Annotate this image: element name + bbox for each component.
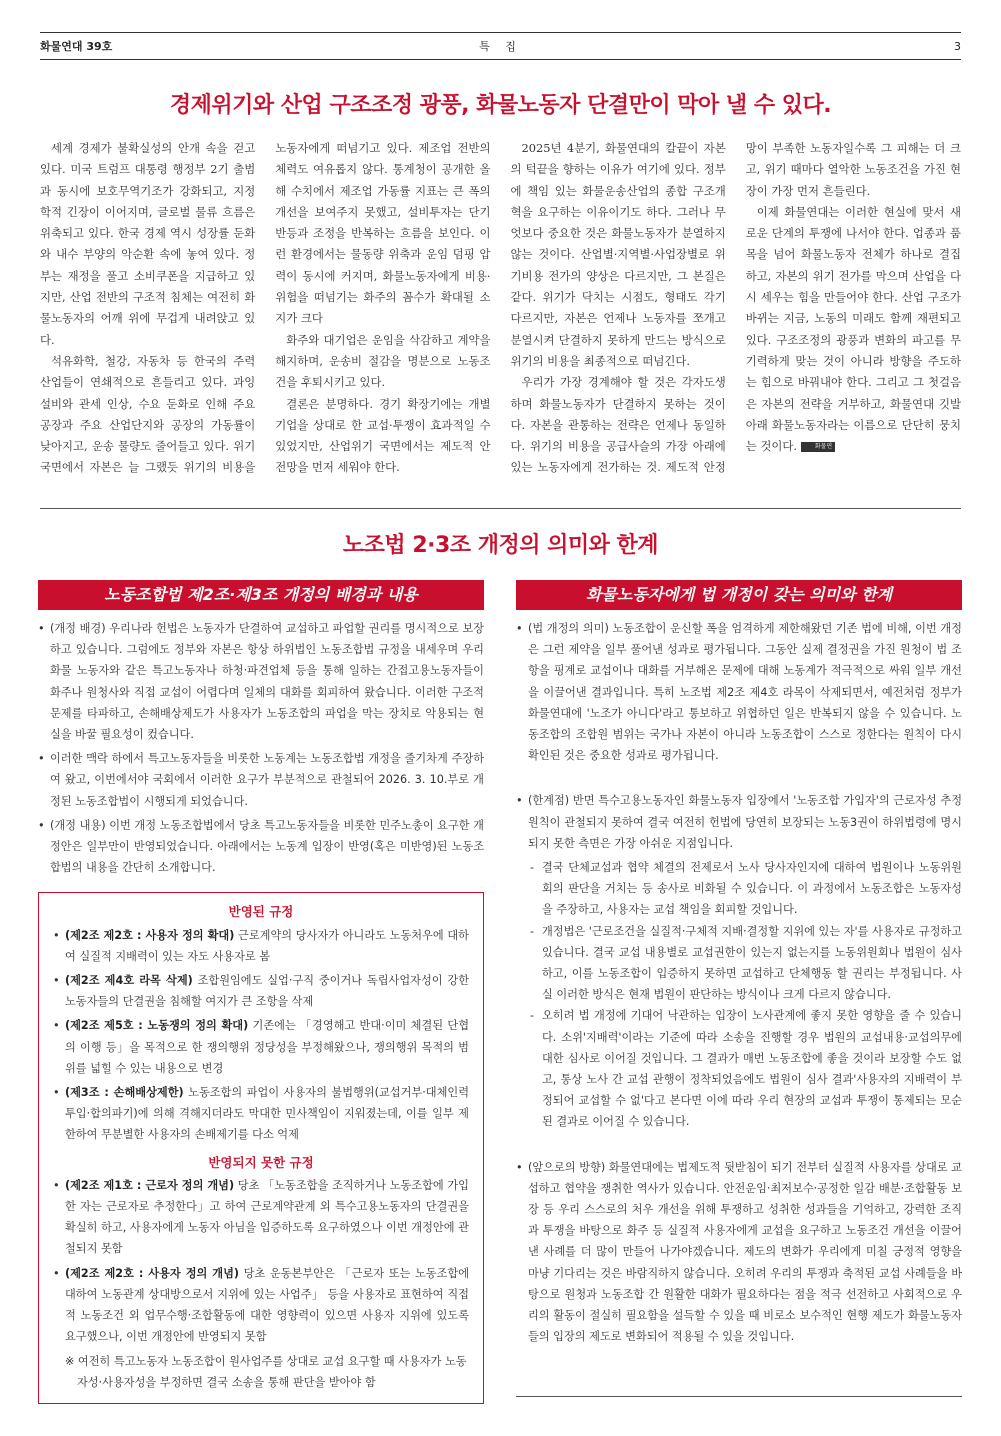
- reflected-title: 반영된 규정: [228, 904, 294, 920]
- section-label: 특 집: [479, 40, 522, 53]
- box-note: ※ 여전히 특고노동자 노동조합이 원사업주를 상대로 교섭 요구할 때 사용자가 노동자성·사용자성을 부정하면 결국 소송을 통해 판단을 받아야 함: [65, 1354, 467, 1389]
- limit-detail: - 오히려 법 개정에 기대어 낙관하는 입장이 노사관계에 좋지 못한 영향을 줄 수 있습니다. 소위'지배력'이라는 기준에 따라 소송을 진행할 경우 법원의 교섭내용·교섭의무에 대한 심사로 이어질 것입니다. 그 결과가 매번 노동조합에 좋을 것이라 보장할 수도 없고, 통상 노사 간 교섭 관행이 정착되었음에도 법원이 심사 결과'사용자의 지배력이 부정되어 교섭할 수 없'다고 본다면 이에 따라 우리 현장의 교섭과 투쟁이 통제되는 모순된 결과로 이어질 수 있습니다.: [516, 1005, 962, 1132]
- article1-paragraph: 우리가 가장 경계해야 할 것은 각자도생하며 화물노동자가 단결하지 못하는 것이다. 자본을 관통하는 전략은 언제나 동일하다. 위기의 비용을 공급사슬의 가장 아래에 있는 노동자에게 전가하는 것. 제도적 안정망이 부족한 노동자일수록 그 피해는 더 크고, 위기 때마다 열악한 노동조건을 가진 현장이 가장 먼저 흔들린다.: [510, 141, 961, 475]
- end-mark: 화물연대본부: [801, 442, 835, 452]
- right-banner: 화물노동자에게 법 개정이 갖는 의미와 한계: [516, 580, 962, 610]
- article1-paragraph: 화주와 대기업은 운임을 삭감하고 계약을 해지하며, 운송비 절감을 명분으로 노동조건을 후퇴시키고 있다.: [275, 332, 491, 390]
- article1-paragraph: 석유화학, 철강, 자동차 등 한국의 주력 산업들이 연쇄적으로 흔들리고 있다. 과잉설비와 관세 인상, 수요 둔화로 인해 주요 공장과 주요 산업단지와 공장의 가동률이 낮아지고, 운송 물량도 줄어들고 있다. 위기 국면에서 자본은 늘 그랬듯 위기의 비용을 노동자에게 떠넘기고 있다. 제조업 전반의 체력도 여유롭지 않다. 통계청이 공개한 올해 수치에서 제조업 가동률 지표는 큰 폭의 개선을 보여주지 못했고, 설비투자는 단기 반등과 조정을 반복하는 흐름을 보인다. 이런 환경에서는 물동량 위축과 운임 덤핑 압력이 동시에 커지며, 화물노동자에게 비용·위험을 떠넘기는 화주의 꼼수가 확대될 소지가 크다: [40, 141, 491, 475]
- bullet-item: • (개정 내용) 이번 개정 노동조합법에서 당초 특고노동자들을 비롯한 민주노총이 요구한 개정안은 일부만이 반영되었습니다. 아래에서는 노동계 입장이 반영(혹은 미반영)된 노동조합법의 내용을 간단히 소개합니다.: [38, 815, 484, 879]
- page-header: [40, 32, 961, 60]
- provision-item: • (제2조 제4호 라목 삭제) 조합원임에도 실업·구직 중이거나 독립사업자성이 강한 노동자들의 단결권을 침해할 여지가 큰 조항을 삭제: [53, 970, 469, 1012]
- article1-title: 경제위기와 산업 구조조정 광풍, 화물노동자 단결만이 막아 낼 수 있다.: [169, 93, 832, 118]
- provision-item: • (제3조 : 손해배상제한) 노동조합의 파업이 사용자의 불법행위(교섭거부·대체인력 투입·합의파기)에 의해 격해지더라도 막대한 민사책임이 지워졌는데, 이를 일부 제한하여 무분별한 사용자의 손배제기를 다소 억제: [53, 1082, 469, 1146]
- meaning-item: • (법 개정의 의미) 노동조합이 운신할 폭을 엄격하게 제한해왔던 기존 법에 비해, 이번 개정은 그런 제약을 일부 풀어낸 성과로 평가됩니다. 그동안 실제 결정권을 가진 원청이 법 조항을 핑계로 교섭이나 대화를 거부해온 문제에 대해 노동계가 적극적으로 싸워 일부 개선을 이끌어낸 결과입니다. 특히 노조법 제2조 제4호 라목이 삭제되면서, 예전처럼 정부가 화물연대에 '노조가 아니다'라고 통보하고 위협하던 일은 반복되지 않을 수 있습니다. 노동조합의 조합원 범위는 국가나 자본이 아니라 노동조합이 스스로 정한다는 원칙이 다시 확인된 것은 중요한 성과로 평가됩니다.: [516, 618, 962, 766]
- unreflected-title: 반영되지 못한 규정: [208, 1154, 314, 1170]
- bullet-item: • 이러한 맥락 하에서 특고노동자들을 비롯한 노동계는 노동조합법 개정을 줄기차게 주장하여 왔고, 이번에서야 국회에서 이러한 요구가 부분적으로 관철되어 2026. 3. 10.부로 개정된 노동조합법이 시행되게 되었습니다.: [38, 748, 484, 812]
- limit-detail: - 결국 단체교섭과 협약 체결의 전제로서 노사 당사자인지에 대하여 법원이나 노동위원회의 판단을 거치는 등 송사로 비화될 수 있습니다. 이 과정에서 노동조합은 노동자성을 주장하고, 사용자는 교섭 책임을 회피할 것입니다.: [516, 857, 962, 921]
- page-number: 3: [954, 39, 961, 53]
- future-item: • (앞으로의 방향) 화물연대에는 법제도적 뒷받침이 되기 전부터 실질적 사용자를 상대로 교섭하고 협약을 쟁취한 역사가 있습니다. 안전운임·최저보수·공정한 일감 배분·조합활동 보장 등 우리 스스로의 처우 개선을 위해 투쟁하고 성취한 성과들을 기억하고, 강력한 조직과 투쟁을 바탕으로 화주 등 실질적 사용자에게 교섭을 요구하고 노동조건 개선을 이끌어 낸 사례를 더 많이 만들어 나가야겠습니다. 제도의 변화가 우리에게 미칠 긍정적 영향을 마냥 기다리는 것은 바람직하지 않습니다. 오히려 우리의 투쟁과 축적된 교섭 사례들을 바탕으로 원청과 노동조합 간 원활한 대화가 필요하다는 점을 적극 선전하고 사회적으로 우리의 활동이 절실히 필요함을 설득할 수 있을 때 비로소 보수적인 현행 제도가 화물노동자들의 입장의 제도로 변화되어 적용될 수 있을 것입니다.: [516, 1157, 962, 1348]
- article1-paragraph: 세계 경제가 불확실성의 안개 속을 걷고 있다. 미국 트럼프 대통령 행정부 2기 출범과 동시에 보호무역기조가 강화되고, 지정학적 긴장이 이어지며, 글로벌 물류 흐름은 위축되고 있다. 한국 경제 역시 성장률 둔화와 내수 부양의 악순환 속에 놓여 있다. 정부는 재정을 풀고 소비쿠폰을 지급하고 있지만, 산업 전반의 구조적 침체는 여전히 화물노동자의 어깨 위에 무겁게 내려앉고 있다.: [40, 141, 256, 347]
- article1-paragraph: 2025년 4분기, 화물연대의 칼끝이 자본의 턱끝을 향하는 이유가 여기에 있다. 정부에 책임 있는 화물운송산업의 종합 구조개혁을 요구하는 이유이기도 하다. 그러나 무엇보다 중요한 것은 화물노동자가 분열하지 않는 것이다. 산업별·지역별·사업장별로 위기비용 전가의 양상은 다르지만, 그 본질은 같다. 위기가 닥치는 시점도, 형태도 각기 다르지만, 자본은 언제나 노동자를 쪼개고 분열시켜 단결하지 못하게 만드는 방식으로 위기의 비용을 최종적으로 떠넘긴다.: [510, 141, 726, 368]
- provision-item: • (제2조 제2호 : 사용자 정의 개념) 당초 운동본부안은 「근로자 또는 노동조합에 대하여 노동관계 상대방으로서 지위에 있는 사업주」 등을 사용자로 표현하여 직접적 노동조건 외 업무수행·조합활동에 대한 영향력이 있으면 사용자 지위에 있도록 요구했으나, 이번 개정안에 반영되지 못함: [53, 1263, 469, 1348]
- provision-item: • (제2조 제2호 : 사용자 정의 확대) 근로계약의 당사자가 아니라도 노동처우에 대하여 실질적 지배력이 있는 자도 사용자로 봄: [53, 925, 469, 967]
- left-banner: 노동조합법 제2조·제3조 개정의 배경과 내용: [38, 580, 484, 610]
- issue-label: 화물연대 39호: [40, 40, 113, 53]
- bottom-rule: [516, 1396, 962, 1397]
- right-column: [516, 580, 962, 1351]
- provision-box: [38, 892, 484, 1403]
- article2-title: 노조법 2·3조 개정의 의미와 한계: [342, 533, 659, 558]
- bullet-item: • (개정 배경) 우리나라 헌법은 노동자가 단결하여 교섭하고 파업할 권리를 명시적으로 보장하고 있습니다. 그럼에도 정부와 자본은 항상 하위법인 노동조합법 규정을 내세우며 우리 화물 노동자와 같은 특고노동자나 하청·파견업체 등을 통해 일하는 간접고용노동자들이 화주나 원청사와 직접 교섭이 어렵다며 일체의 대화를 회피하여 왔습니다. 이러한 구조적 문제를 타파하고, 손해배상제도가 사용자가 노동조합의 파업을 막는 장치로 악용되는 현실을 바꿀 필요성이 컸습니다.: [38, 618, 484, 745]
- section-divider: [40, 508, 961, 509]
- provision-item: • (제2조 제1호 : 근로자 정의 개념) 당초 「노동조합을 조직하거나 노동조합에 가입한 자는 근로자로 추정한다」고 하여 근로계약관계 외 특수고용노동자의 단결권을 확실히 하고, 사용자에게 노동자 아님을 입증하도록 요구하였으나 이번 개정안에 관철되지 못함: [53, 1175, 469, 1260]
- limits-item: • (한계점) 반면 특수고용노동자인 화물노동자 입장에서 '노동조합 가입자'의 근로자성 추정 원칙이 관철되지 못하여 결국 여전히 헌법에 당연히 보장되는 노동3권이 하위법령에 명시되지 못한 측면은 가장 아쉬운 지점입니다.: [516, 790, 962, 854]
- article1-body: [40, 138, 961, 500]
- left-column: [38, 580, 484, 1404]
- article1-paragraph: 결론은 분명하다. 경기 확장기에는 개별 기업을 상대로 한 교섭·투쟁이 효과적일 수 있었지만, 산업위기 국면에서는 제도적 안전망을 먼저 세워야 한다.: [275, 396, 491, 475]
- article1-paragraph: 이제 화물연대는 이러한 현실에 맞서 새로운 단계의 투쟁에 나서야 한다. 업종과 품목을 넘어 화물노동자 전체가 하나로 결집하고, 자본의 위기 전가를 막으며 산업을 다시 세우는 힘을 만들어야 한다. 산업 구조가 바뀌는 지금, 노동의 미래도 함께 재편되고 있다. 구조조정의 광풍과 변화의 파고를 무기력하게 맞는 것이 아니라 방향을 주도하는 힘으로 바꿔내야 한다. 그리고 그 첫걸음은 자본의 전략을 거부하고, 화물연대 깃발 아래 화물노동자라는 이름으로 단단히 뭉치는 것이다. 화물연대본부: [745, 204, 961, 461]
- limit-detail: - 개정법은 '근로조건을 실질적·구체적 지배·결정할 지위에 있는 자'를 사용자로 규정하고 있습니다. 결국 교섭 내용별로 교섭권한이 있는지 없는지를 노동위원회나 법원이 심사하고, 이를 노동조합이 입증하지 못하면 교섭하고 단체행동 할 권리는 부정됩니다. 사실 이러한 방식은 현재 법원이 판단하는 방식이나 크게 다르지 않습니다.: [516, 921, 962, 1006]
- provision-item: • (제2조 제5호 : 노동쟁의 정의 확대) 기존에는 「경영해고 반대·이미 체결된 단협의 이행 등」을 목적으로 한 쟁의행위 정당성을 부정해왔으나, 쟁의행위 목적의 범위를 넓힐 수 있는 내용으로 변경: [53, 1015, 469, 1079]
